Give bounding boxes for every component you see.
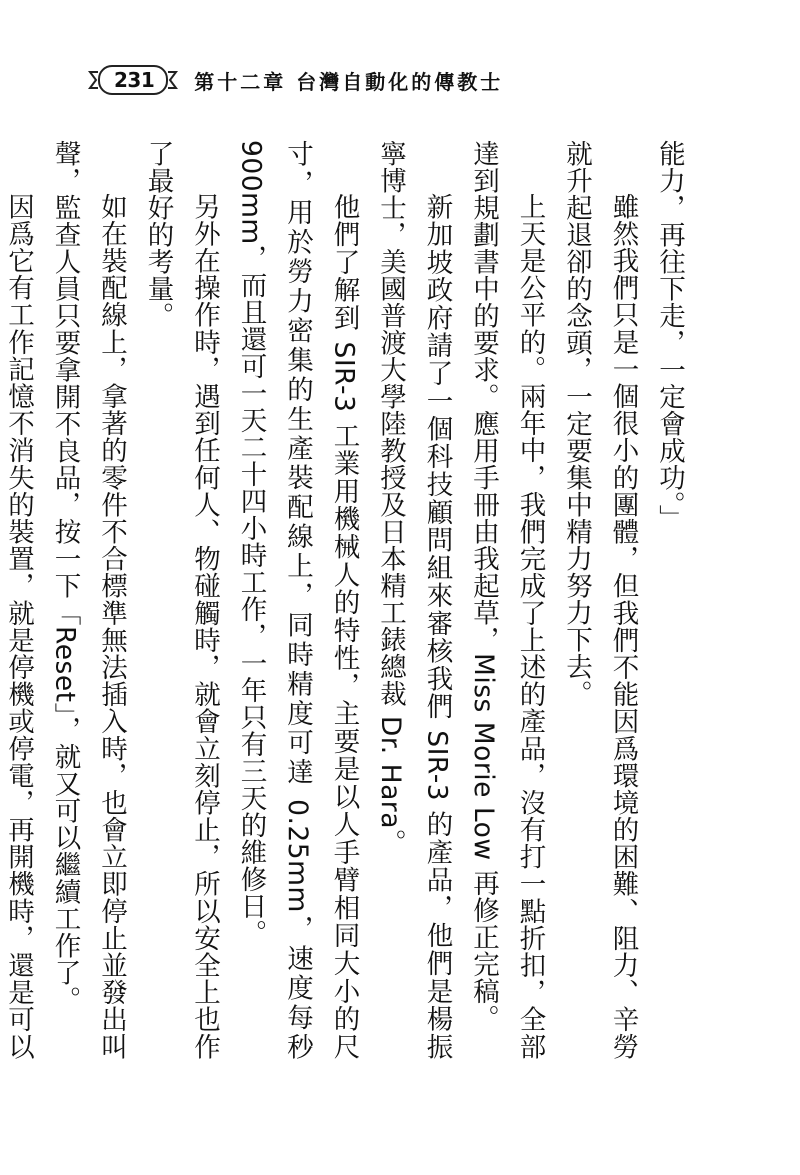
paragraph: 雖然我們只是一個很小的團體，但我們不能因爲環境的困難、阻力、辛勞就升起退卻的念頭，一定要集中精力努力下去。 <box>561 140 639 1060</box>
right-ornament-icon <box>168 71 178 89</box>
paragraph: 他們了解到 SIR-3 工業用機械人的特性，主要是以人手臂相同大小的尺寸，用於勞力密集的生產裝配線上，同時精度可達 0.25mm，速度每秒 900mm，而且還可一天二十四小時工作，一年只有三天的維修日。 <box>235 140 360 1060</box>
paragraph: 因爲它有工作記憶不消失的裝置，就是停機或停電，再開機時，還是可以 <box>3 193 34 1060</box>
vertical-text-body <box>3 140 692 1060</box>
chapter-title: 第十二章 台灣自動化的傳教士 <box>194 69 504 94</box>
left-ornament-icon <box>88 71 98 89</box>
running-header <box>98 64 503 96</box>
page-number: 231 <box>114 68 155 92</box>
paragraph: 新加坡政府請了一個科技顧問組來審核我們 SIR-3 的產品，他們是楊振寧博士，美國普渡大學陸教授及日本精工錶總裁 Dr. Hara。 <box>375 140 453 1060</box>
paragraph: 能力，再往下走，一定會成功。」 <box>654 140 685 532</box>
page-number-badge <box>98 65 168 95</box>
paragraph: 上天是公平的。兩年中，我們完成了上述的產品，沒有打一點折扣，全部達到規劃書中的要求。應用手冊由我起草，Miss Morie Low 再修正完稿。 <box>468 140 546 1060</box>
paragraph: 如在裝配線上，拿著的零件不合標準無法插入時，也會立即停止並發出叫聲，監查人員只要拿開不良品，按一下「Reset」，就又可以繼續工作了。 <box>49 140 127 1060</box>
paragraph: 另外在操作時，遇到任何人、物碰觸時，就會立刻停止，所以安全上也作了最好的考量。 <box>142 140 220 1060</box>
